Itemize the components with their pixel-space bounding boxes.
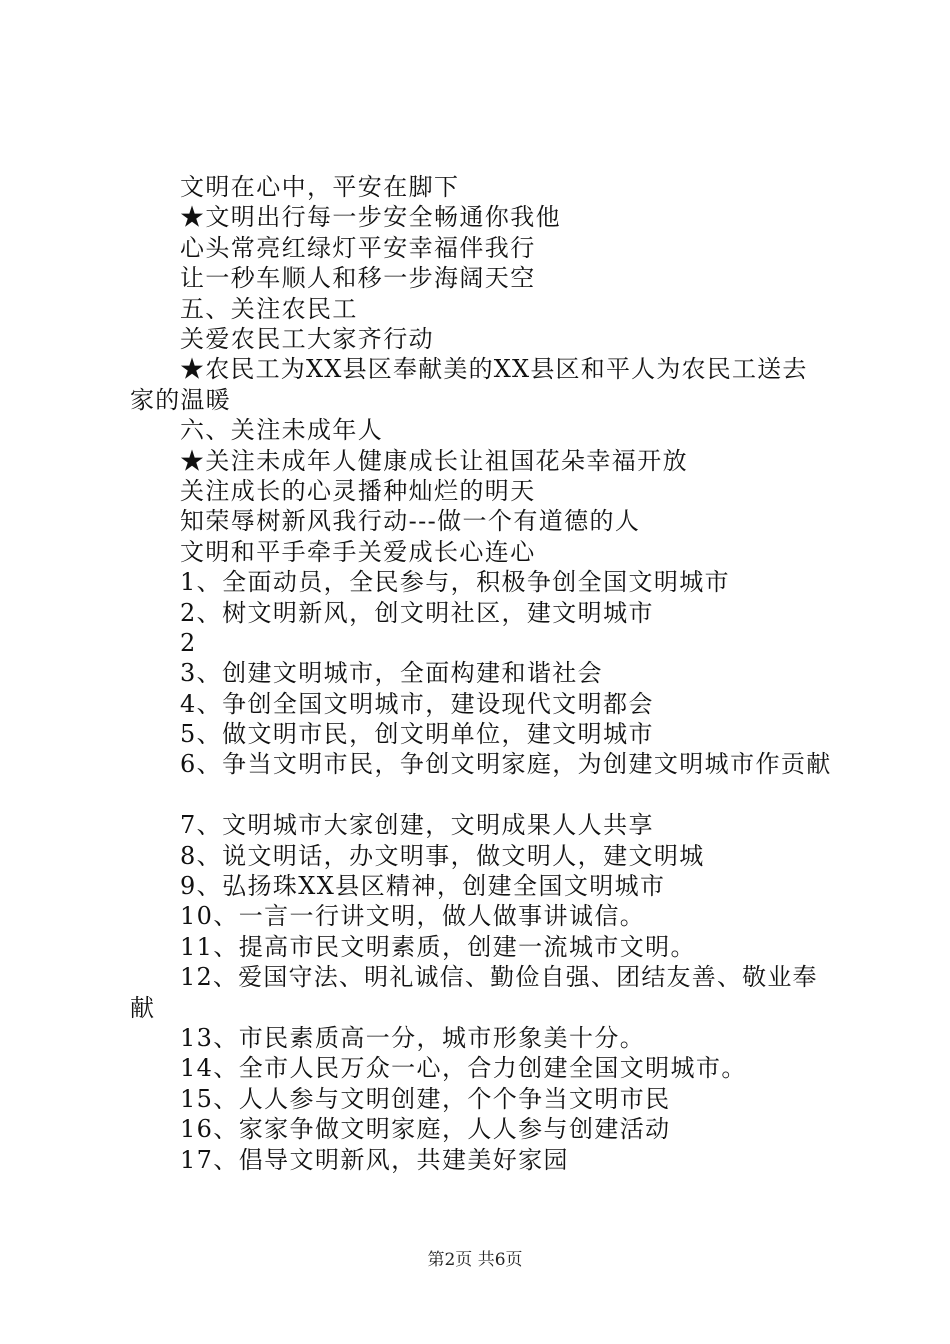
list-item: 9、弘扬珠XX县区精神，创建全国文明城市 [180, 872, 666, 901]
text-line-wrapped: ★农民工为XX县区奉献美的XX县区和平人为农民工送去家的温暖 [130, 355, 808, 414]
list-item-wrapped: 12、爱国守法、明礼诚信、勤俭自强、团结友善、敬业奉献 [130, 963, 818, 1022]
list-item: 4、争创全国文明城市，建设现代文明都会 [180, 689, 654, 718]
text-line: 文明在心中，平安在脚下 [180, 173, 460, 201]
text-line: 关爱农民工大家齐行动 [180, 324, 434, 353]
list-item: 3、创建文明城市，全面构建和谐社会 [180, 659, 604, 688]
text-line: ★文明出行每一步安全畅通你我他 [180, 203, 561, 232]
list-item: 2、树文明新风，创文明社区，建文明城市 [180, 598, 654, 627]
text-line: 关注成长的心灵播种灿烂的明天 [180, 476, 536, 505]
section-heading: 五、关注农民工 [180, 294, 358, 323]
list-item: 17、倡导文明新风，共建美好家园 [180, 1145, 569, 1174]
page-footer: 第2页 共6页 [427, 1250, 523, 1270]
list-item: 7、文明城市大家创建，文明成果人人共享 [180, 811, 654, 840]
list-item: 1、全面动员，全民参与，积极争创全国文明城市 [180, 568, 731, 597]
list-item: 11、提高市民文明素质，创建一流城市文明。 [180, 932, 696, 961]
section-heading: 六、关注未成年人 [180, 416, 384, 445]
list-item: 6、争当文明市民，争创文明家庭，为创建文明城市作贡献 [180, 750, 832, 779]
blank-line [130, 780, 830, 810]
list-item: 10、一言一行讲文明，做人做事讲诚信。 [180, 902, 646, 931]
text-line: ★关注未成年人健康成长让祖国花朵幸福开放 [180, 446, 688, 475]
text-line: 让一秒车顺人和移一步海阔天空 [180, 264, 536, 293]
text-line: 2 [180, 628, 197, 657]
text-line: 知荣辱树新风我行动---做一个有道德的人 [180, 507, 641, 536]
text-line: 文明和平手牵手关爱成长心连心 [180, 537, 536, 566]
document-body [130, 172, 830, 1175]
list-item: 16、家家争做文明家庭，人人参与创建活动 [180, 1115, 671, 1144]
list-item: 5、做文明市民，创文明单位，建文明城市 [180, 720, 654, 749]
list-item: 14、全市人民万众一心，合力创建全国文明城市。 [180, 1054, 747, 1083]
list-item: 13、市民素质高一分，城市形象美十分。 [180, 1024, 646, 1052]
list-item: 8、说文明话，办文明事，做文明人，建文明城 [180, 841, 705, 870]
text-line: 心头常亮红绿灯平安幸福伴我行 [180, 233, 536, 262]
list-item: 15、人人参与文明创建，个个争当文明市民 [180, 1084, 671, 1113]
